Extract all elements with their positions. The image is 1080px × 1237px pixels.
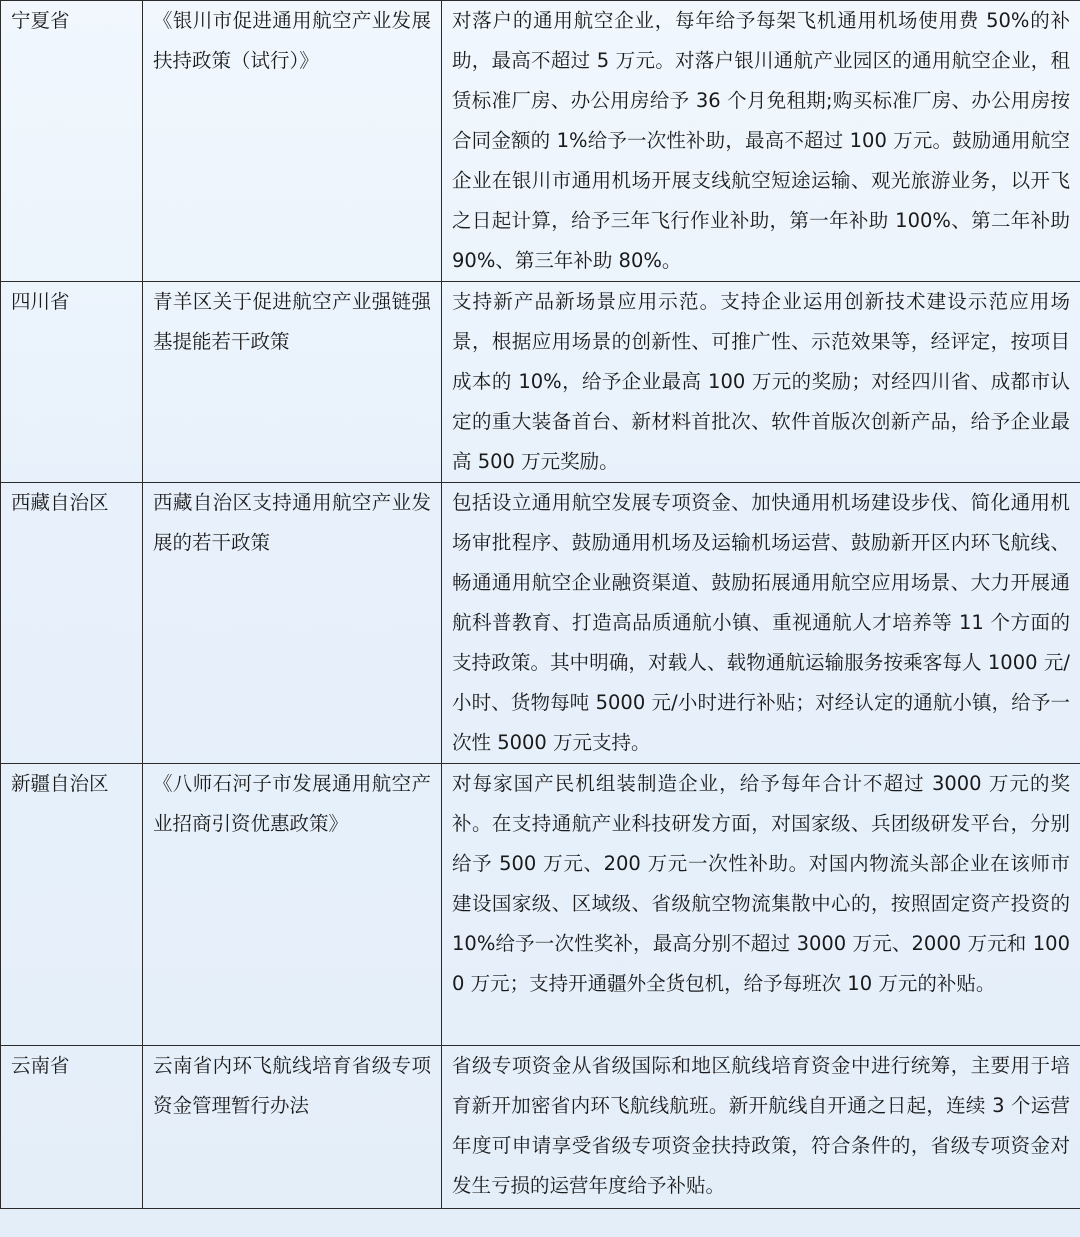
region-cell: 新疆自治区: [1, 764, 143, 1046]
policy-name-cell: 《八师石河子市发展通用航空产业招商引资优惠政策》: [143, 764, 442, 1046]
policy-name-cell: 青羊区关于促进航空产业强链强基提能若干政策: [143, 282, 442, 483]
table-row: [1, 764, 1080, 1046]
table-row: [1, 1046, 1080, 1209]
policy-name-cell: 西藏自治区支持通用航空产业发展的若干政策: [143, 483, 442, 764]
table-row: [1, 1, 1080, 282]
table-row: [1, 483, 1080, 764]
policy-content-cell: 支持新产品新场景应用示范。支持企业运用创新技术建设示范应用场景，根据应用场景的创新性、可推广性、示范效果等，经评定，按项目成本的 10%，给予企业最高 100 万元的奖励；对经四川省、成都市认定的重大装备首台、新材料首批次、软件首版次创新产品，给予企业最高 500 万元奖励。: [442, 282, 1080, 483]
policy-name-cell: 云南省内环飞航线培育省级专项资金管理暂行办法: [143, 1046, 442, 1209]
policy-name-cell: 《银川市促进通用航空产业发展扶持政策（试行）》: [143, 1, 442, 282]
region-cell: 宁夏省: [1, 1, 143, 282]
region-cell: 四川省: [1, 282, 143, 483]
policy-content-cell: 对每家国产民机组装制造企业，给予每年合计不超过 3000 万元的奖补。在支持通航产业科技研发方面，对国家级、兵团级研发平台，分别给予 500 万元、200 万元一次性补助。对国内物流头部企业在该师市建设国家级、区域级、省级航空物流集散中心的，按照固定资产投资的 10%给予一次性奖补，最高分别不超过 3000 万元、2000 万元和 1000 万元；支持开通疆外全货包机，给予每班次 10 万元的补贴。: [442, 764, 1080, 1046]
region-cell: 西藏自治区: [1, 483, 143, 764]
policy-content-cell: 包括设立通用航空发展专项资金、加快通用机场建设步伐、简化通用机场审批程序、鼓励通用机场及运输机场运营、鼓励新开区内环飞航线、畅通通用航空企业融资渠道、鼓励拓展通用航空应用场景、大力开展通航科普教育、打造高品质通航小镇、重视通航人才培养等 11 个方面的支持政策。其中明确，对载人、载物通航运输服务按乘客每人 1000 元/小时、货物每吨 5000 元/小时进行补贴；对经认定的通航小镇，给予一次性 5000 万元支持。: [442, 483, 1080, 764]
table-row: [1, 282, 1080, 483]
policy-content-cell: 省级专项资金从省级国际和地区航线培育资金中进行统筹，主要用于培育新开加密省内环飞航线航班。新开航线自开通之日起，连续 3 个运营年度可申请享受省级专项资金扶持政策，符合条件的，省级专项资金对发生亏损的运营年度给予补贴。: [442, 1046, 1080, 1209]
region-cell: 云南省: [1, 1046, 143, 1209]
policy-content-cell: 对落户的通用航空企业，每年给予每架飞机通用机场使用费 50%的补助，最高不超过 5 万元。对落户银川通航产业园区的通用航空企业，租赁标准厂房、办公用房给予 36 个月免租期;购买标准厂房、办公用房按合同金额的 1%给予一次性补助，最高不超过 100 万元。鼓励通用航空企业在银川市通用机场开展支线航空短途运输、观光旅游业务，以开飞之日起计算，给予三年飞行作业补助，第一年补助 100%、第二年补助 90%、第三年补助 80%。: [442, 1, 1080, 282]
